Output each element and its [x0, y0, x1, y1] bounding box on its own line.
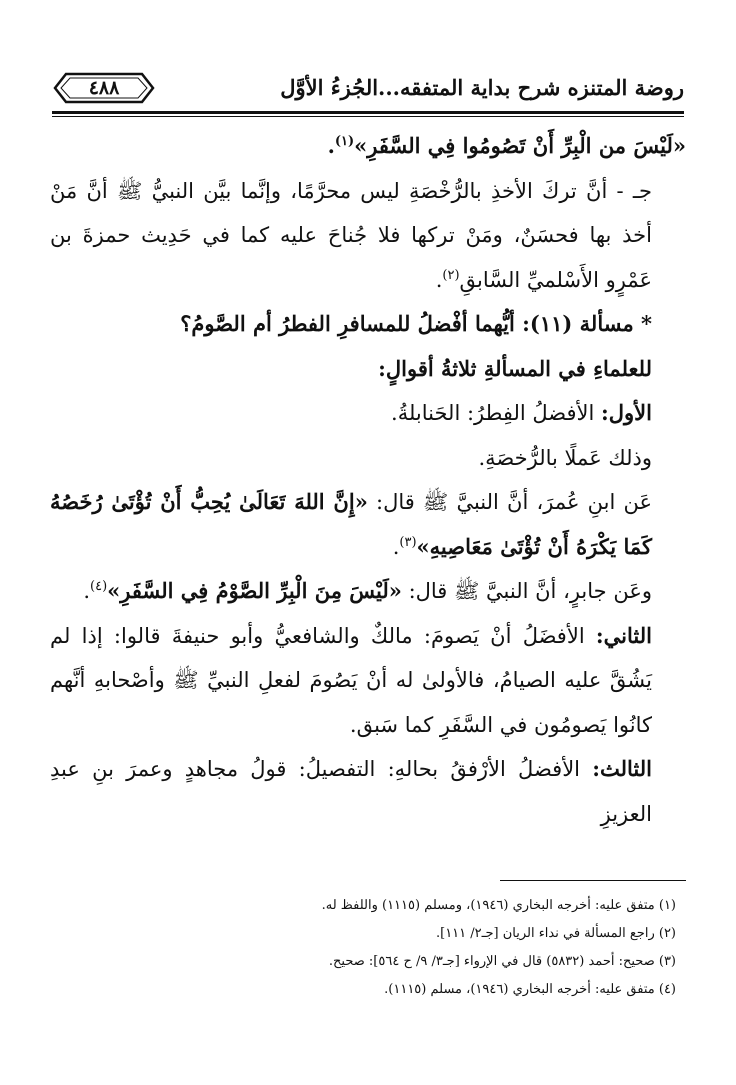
header-rule-thin — [52, 116, 684, 117]
footnote-4: (٤) متفق عليه: أخرجه البخاري (١٩٤٦)، مسلم (١١١٥). — [384, 982, 676, 997]
second-opinion: الثاني: الأفضَلُ أنْ يَصومَ: مالكٌ والشافعيُّ وأبو حنيفةَ قالوا: إذا لم يَشُقَّ عليه الصيامُ، فالأولىٰ له أنْ يَصُومَ لفعلِ النبيِّ ﷺ وأصْحابهِ أنَّهم كانُوا يَصومُون في السَّفَرِ كما سَبق. — [50, 622, 652, 737]
page-number: ٤٨٨ — [88, 77, 120, 99]
footnote-ref: (٤) — [90, 579, 108, 594]
opinions-subheading: للعلماءِ في المسألةِ ثلاثةُ أقوالٍ: — [378, 355, 652, 381]
hadith-jabir: وعَن جابرٍ، أنَّ النبيَّ ﷺ قال: «لَيْسَ مِنَ الْبِرِّ الصَّوْمُ فِي السَّفَرِ»$^{(٤)}$. — [83, 578, 652, 603]
third-opinion: الثالث: الأفضلُ الأرْفقُ بحالهِ: التفصيلُ: قولُ مجاهدٍ وعمرَ بنِ عبدِ العزيزِ — [50, 756, 652, 826]
header-rule — [52, 111, 684, 114]
page-number-badge — [52, 71, 156, 105]
point-c-paragraph: جـ - أنَّ تركَ الأخذِ بالرُّخْصَةِ ليس محرَّمًا، وإنَّما بيَّن النبيُّ ﷺ أنَّ مَنْ أخذ بها فحسَنٌ، ومَنْ تركها فلا جُناحَ عليه كما في حَدِيث حمزةَ بن عَمْرٍو الأَسْلميِّ السَّابقِ$^{(٢)}$. — [50, 178, 652, 292]
footnotes — [50, 892, 686, 1004]
running-header — [52, 68, 684, 108]
footnote-1: (١) متفق عليه: أخرجه البخاري (١٩٤٦)، ومسلم (١١١٥) واللفظ له. — [321, 898, 676, 913]
footnote-ref: (٣) — [399, 534, 417, 550]
first-opinion: الأول: الأفضلُ الفِطرُ: الحَنابلةُ. — [391, 400, 652, 425]
footnote-2: (٢) راجع المسألة في نداء الريان [جـ٢/ ١١١]. — [435, 926, 676, 941]
question-heading: * مسألة (١١): أيُّهما أفْضلُ للمسافرِ الفطرُ أم الصَّومُ؟ — [180, 311, 652, 336]
hadith-quote-line: «لَيْسَ من الْبِرِّ أَنْ تَصُومُوا فِي السَّفَرِ»$^{(١)}$. — [327, 133, 686, 158]
hadith-ibn-umar: عَن ابنِ عُمرَ، أنَّ النبيَّ ﷺ قال: «إِنَّ اللهَ تَعَالَىٰ يُحِبُّ أَنْ تُؤْتَىٰ رُخَصُهُ كَمَا يَكْرَهُ أَنْ تُؤْتَىٰ مَعَاصِيهِ»$^{(٣)}$. — [50, 489, 653, 559]
footnote-separator — [500, 880, 686, 881]
footnote-3: (٣) صحيح: أحمد (٥٨٣٢) قال في الإرواء [جـ٣/ ٩/ ح ٥٦٤]: صحيح. — [328, 954, 676, 969]
footnote-ref: (٢) — [442, 267, 460, 283]
main-text — [50, 124, 686, 836]
footnote-ref: (١) — [334, 134, 355, 149]
running-title: روضة المتنزه شرح بداية المتفقه...الجُزءُ الأوَّل — [280, 75, 684, 100]
first-opinion-reason: وذلك عَملًا بالرُّخصَةِ. — [478, 445, 652, 470]
